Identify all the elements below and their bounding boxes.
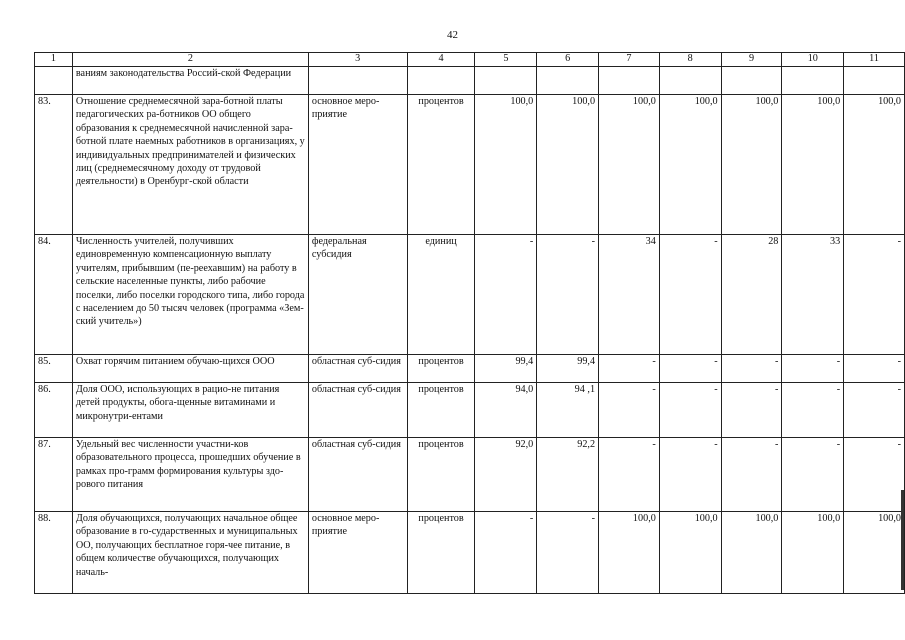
indicator-name: Охват горячим питанием обучаю-щихся ООО [72, 355, 308, 383]
value-col6 [537, 67, 599, 95]
row-number: 87. [35, 438, 73, 512]
value-col7: 100,0 [599, 512, 660, 594]
unit [407, 67, 475, 95]
value-col11: 100,0 [844, 95, 905, 235]
unit: процентов [407, 383, 475, 438]
value-col10: - [782, 383, 844, 438]
col-header: 7 [599, 53, 660, 67]
value-col9: 28 [721, 235, 782, 355]
row-number: 88. [35, 512, 73, 594]
value-col9: 100,0 [721, 95, 782, 235]
value-col11: - [844, 438, 905, 512]
value-col8: - [659, 235, 721, 355]
value-col8: 100,0 [659, 512, 721, 594]
unit: процентов [407, 438, 475, 512]
value-col10: - [782, 438, 844, 512]
value-col5: 94,0 [475, 383, 537, 438]
funding-type: областная суб-сидия [308, 383, 407, 438]
value-col11 [844, 67, 905, 95]
value-col9: - [721, 438, 782, 512]
col-header: 5 [475, 53, 537, 67]
indicator-name: Доля ООО, использующих в рацио-не питания детей продукты, обога-щенные витаминами и микронутри-ентами [72, 383, 308, 438]
value-col11: - [844, 383, 905, 438]
col-header: 11 [844, 53, 905, 67]
value-col7: 100,0 [599, 95, 660, 235]
col-header: 8 [659, 53, 721, 67]
table-row [35, 95, 905, 235]
table-row [35, 438, 905, 512]
value-col7: - [599, 438, 660, 512]
value-col11: - [844, 235, 905, 355]
funding-type: федеральная субсидия [308, 235, 407, 355]
row-number: 83. [35, 95, 73, 235]
value-col6: - [537, 512, 599, 594]
value-col6: 92,2 [537, 438, 599, 512]
scan-edge-mark [901, 490, 904, 590]
row-number: 84. [35, 235, 73, 355]
indicator-name: Отношение среднемесячной зара-ботной платы педагогических ра-ботников ОО общего образования к среднемесячной начисленной зара-ботной плате наемных работников в организациях, у индивидуальных предпринимателей и физических лиц (среднемесячному доходу от трудовой деятельности) в Оренбург-ской области [72, 95, 308, 235]
value-col6: - [537, 235, 599, 355]
value-col7: - [599, 383, 660, 438]
value-col5: - [475, 512, 537, 594]
table-row [35, 235, 905, 355]
value-col10: 100,0 [782, 512, 844, 594]
funding-type: основное меро-приятие [308, 512, 407, 594]
col-header: 9 [721, 53, 782, 67]
col-header: 6 [537, 53, 599, 67]
indicator-name: ваниям законодательства Россий-ской Федерации [72, 67, 308, 95]
value-col9: 100,0 [721, 512, 782, 594]
value-col10: 100,0 [782, 95, 844, 235]
funding-type: областная суб-сидия [308, 438, 407, 512]
unit: процентов [407, 512, 475, 594]
funding-type [308, 67, 407, 95]
value-col8: - [659, 383, 721, 438]
value-col8: - [659, 355, 721, 383]
col-header: 2 [72, 53, 308, 67]
value-col6: 100,0 [537, 95, 599, 235]
value-col8: 100,0 [659, 95, 721, 235]
table-row [35, 512, 905, 594]
unit: единиц [407, 235, 475, 355]
value-col9: - [721, 383, 782, 438]
indicator-name: Доля обучающихся, получающих начальное общее образование в го-сударственных и муниципальных ОО, получающих бесплатное горя-чее питание, в общем количестве обучающихся, получающих началь- [72, 512, 308, 594]
value-col6: 99,4 [537, 355, 599, 383]
value-col6: 94 ,1 [537, 383, 599, 438]
value-col11: 100,0 [844, 512, 905, 594]
funding-type: областная суб-сидия [308, 355, 407, 383]
value-col9: - [721, 355, 782, 383]
col-header: 3 [308, 53, 407, 67]
indicator-table [34, 52, 905, 594]
row-number [35, 67, 73, 95]
unit: процентов [407, 355, 475, 383]
value-col5: 92,0 [475, 438, 537, 512]
col-header: 10 [782, 53, 844, 67]
table-row [35, 67, 905, 95]
value-col7: 34 [599, 235, 660, 355]
indicator-name: Удельный вес численности участни-ков образовательного процесса, прошедших обучение в рамках про-грамм формирования культуры здо-рового питания [72, 438, 308, 512]
table-row [35, 355, 905, 383]
value-col5: 99,4 [475, 355, 537, 383]
value-col5: - [475, 235, 537, 355]
value-col5 [475, 67, 537, 95]
funding-type: основное меро-приятие [308, 95, 407, 235]
value-col11: - [844, 355, 905, 383]
row-number: 86. [35, 383, 73, 438]
value-col8 [659, 67, 721, 95]
value-col7: - [599, 355, 660, 383]
value-col10 [782, 67, 844, 95]
indicator-name: Численность учителей, получивших единовременную компенсационную выплату учителям, прибывшим (пе-реехавшим) на работу в сельские населенные пункты, либо рабочие поселки, либо поселки городского типа, либо города с населением до 50 тысяч человек (программа «Зем-ский учитель») [72, 235, 308, 355]
header-row [35, 53, 905, 67]
value-col7 [599, 67, 660, 95]
value-col10: 33 [782, 235, 844, 355]
page-number: 42 [447, 29, 458, 41]
row-number: 85. [35, 355, 73, 383]
value-col10: - [782, 355, 844, 383]
table-row [35, 383, 905, 438]
value-col5: 100,0 [475, 95, 537, 235]
value-col8: - [659, 438, 721, 512]
value-col9 [721, 67, 782, 95]
col-header: 1 [35, 53, 73, 67]
unit: процентов [407, 95, 475, 235]
col-header: 4 [407, 53, 475, 67]
